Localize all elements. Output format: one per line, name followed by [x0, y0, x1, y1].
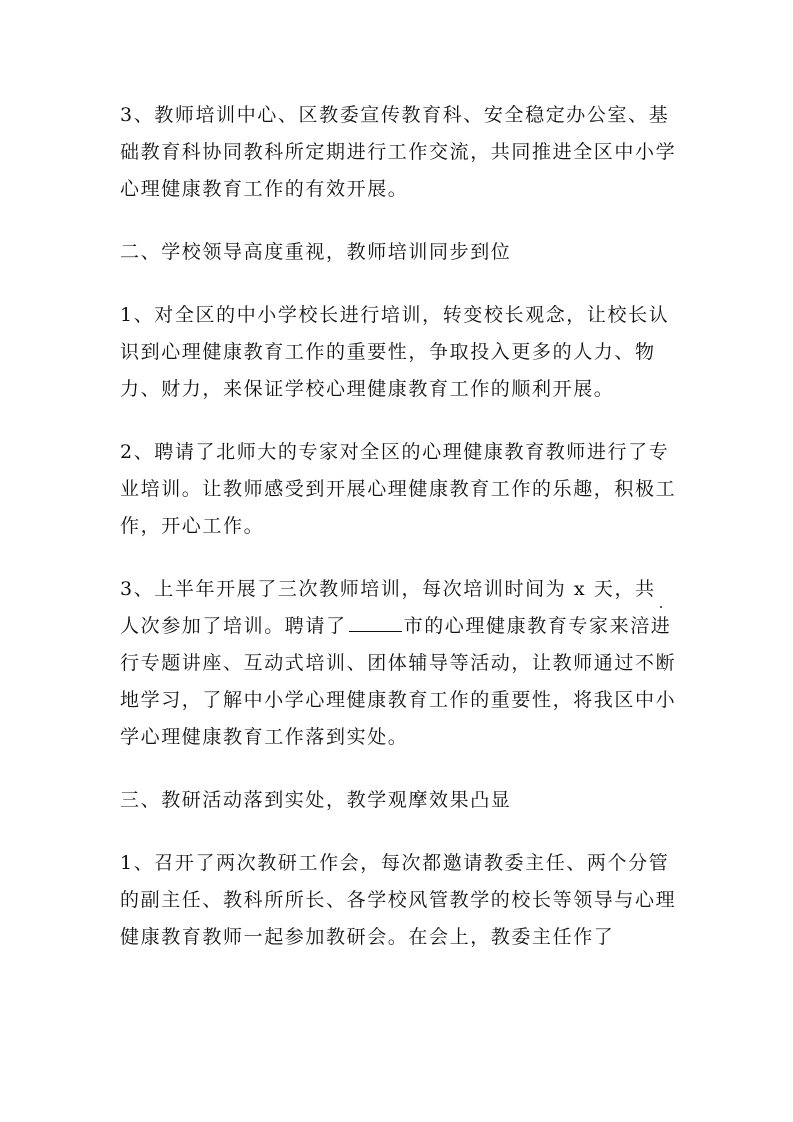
paragraph-research-meetings: 1、召开了两次教研工作会，每次都邀请教委主任、两个分管的副主任、教科所所长、各学校风管教学的校长等领导与心理健康教育教师一起参加教研会。在会上，教委主任作了 [120, 852, 677, 948]
paragraph-principal-training: 1、对全区的中小学校长进行培训，转变校长观念，让校长认识到心理健康教育工作的重要性，争取投入更多的人力、物力、财力，来保证学校心理健康教育工作的顺利开展。 [120, 304, 670, 400]
training-text-end: 市的心理健康教育专家来涪进行专题讲座、互动式培训、团体辅导等活动，让教师通过不断地学习，了解中小学心理健康教育工作的重要性，将我区中小学心理健康教育工作落到实处。 [120, 615, 677, 748]
section-heading-research: 三、教研活动落到实处，教学观摩效果凸显 [120, 789, 512, 811]
fill-in-blank [349, 615, 402, 632]
training-text-start: 3、上半年开展了三次教师培训，每次培训时间为 x 天，共 [120, 578, 656, 600]
paragraph-teacher-training [120, 571, 680, 756]
section-heading-leadership: 二、学校领导高度重视，教师培训同步到位 [120, 241, 512, 263]
blank-mark [660, 606, 662, 608]
paragraph-expert-training: 2、聘请了北师大的专家对全区的心理健康教育教师进行了专业培训。让教师感受到开展心理健康教育工作的乐趣，积极工作，开心工作。 [120, 441, 677, 537]
training-text-middle: 人次参加了培训。聘请了 [120, 615, 347, 637]
paragraph-coordination: 3、教师培训中心、区教委宣传教育科、安全稳定办公室、基础教育科协同教科所定期进行工作交流，共同推进全区中小学心理健康教育工作的有效开展。 [120, 104, 677, 200]
document-body [120, 97, 680, 956]
